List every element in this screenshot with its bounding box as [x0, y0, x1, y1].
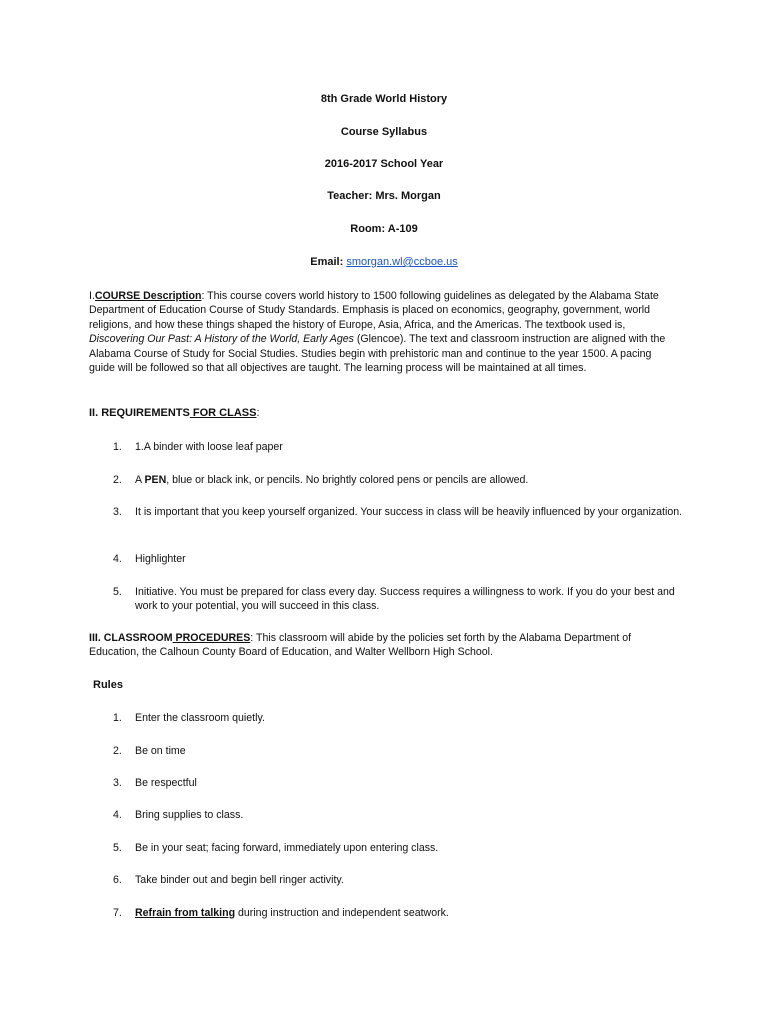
- rule-item: [113, 873, 683, 887]
- requirement-item: [113, 505, 683, 519]
- rule-item: [113, 906, 683, 920]
- list-text: It is important that you keep yourself organized. Your success in class will be heavily influenced by your organization.: [135, 506, 683, 518]
- list-text: Highlighter: [135, 553, 186, 565]
- requirement-item: [113, 473, 683, 487]
- teacher-name: Teacher: Mrs. Morgan: [327, 190, 441, 202]
- refrain-emphasis: Refrain from talking: [135, 907, 236, 919]
- requirement-item: [113, 585, 683, 614]
- rule-item: [113, 841, 683, 855]
- list-number: 3.: [113, 777, 122, 789]
- description-text-1: This course covers world history to 1500 following guidelines as delegated by the Alabama State Department of Education Course of Study Standards. Emphasis is placed on economics, geography, government, world religions, and how these things shaped the history of Europe, Asia, Africa, and the Americas. The textbook used is,: [89, 290, 659, 331]
- requirement-item: [113, 552, 683, 566]
- procedures-text: This classroom will abide by the policies set forth by the Alabama Department of Education, the Calhoun County Board of Education, and Walter Wellborn High School.: [89, 632, 632, 659]
- pen-emphasis: PEN: [144, 474, 167, 486]
- list-text: 1.A binder with loose leaf paper: [135, 441, 283, 453]
- document-subtitle: Course Syllabus: [340, 126, 428, 138]
- list-number: 1.: [113, 441, 122, 453]
- list-text: Be respectful: [135, 777, 197, 789]
- list-number: 4.: [113, 553, 122, 565]
- rules-heading: Rules: [93, 679, 123, 691]
- school-year: 2016-2017 School Year: [324, 158, 444, 170]
- email-label: Email:: [310, 256, 344, 268]
- list-text: Be in your seat; facing forward, immediately upon entering class.: [135, 842, 439, 854]
- list-number: 2.: [113, 474, 122, 486]
- email-line: [0, 256, 768, 268]
- list-text: Bring supplies to class.: [135, 809, 244, 821]
- procedures-heading-prefix: III. CLASSROOM: [89, 632, 173, 644]
- procedures-heading: PROCEDURES: [172, 632, 251, 644]
- list-number: 5.: [113, 842, 122, 854]
- list-number: 7.: [113, 907, 122, 919]
- rule-item: [113, 711, 683, 725]
- rule-item: [113, 776, 683, 790]
- list-number: 4.: [113, 809, 122, 821]
- classroom-procedures: [89, 631, 679, 660]
- list-text: Initiative. You must be prepared for class every day. Success requires a willingness to work. If you do your best and work to your potential, you will succeed in this class.: [135, 586, 675, 613]
- room-number: Room: A-109: [350, 223, 418, 235]
- email-link[interactable]: smorgan.wl@ccboe.us: [346, 256, 458, 268]
- list-text: A PEN, blue or black ink, or pencils. No brightly colored pens or pencils are allowed.: [135, 474, 529, 486]
- heading-colon: :: [201, 290, 205, 302]
- procedures-colon: :: [250, 632, 254, 644]
- requirements-heading: [89, 407, 260, 419]
- list-number: 6.: [113, 874, 122, 886]
- list-text: Be on time: [135, 745, 186, 757]
- rule-item: [113, 808, 683, 822]
- list-text: Enter the classroom quietly.: [135, 712, 265, 724]
- requirement-item: [113, 440, 683, 454]
- requirements-heading-part2: FOR CLASS: [189, 407, 257, 419]
- description-text-2: (Glencoe). The text and classroom instruction are aligned with the Alabama Course of Study for Social Studies. Studies begin with prehistoric man and continue to the year 1500. A pacing guide will be followed so that all objectives are taught. The learning process will be maintained at all times.: [89, 333, 666, 375]
- document-title: 8th Grade World History: [320, 93, 448, 105]
- course-description-heading: COURSE Description: [94, 290, 202, 302]
- list-number: 3.: [113, 506, 122, 518]
- rule-item: [113, 744, 683, 758]
- list-text: Refrain from talking during instruction and independent seatwork.: [135, 907, 449, 919]
- section-number: I.: [89, 290, 95, 302]
- list-number: 5.: [113, 586, 122, 598]
- requirements-colon: :: [256, 407, 260, 419]
- textbook-title: Discovering Our Past: A History of the World, Early Ages: [89, 333, 354, 346]
- requirements-heading-part1: II. REQUIREMENTS: [89, 407, 190, 419]
- course-description: [89, 289, 679, 375]
- list-text: Take binder out and begin bell ringer activity.: [135, 874, 344, 886]
- list-number: 2.: [113, 745, 122, 757]
- list-number: 1.: [113, 712, 122, 724]
